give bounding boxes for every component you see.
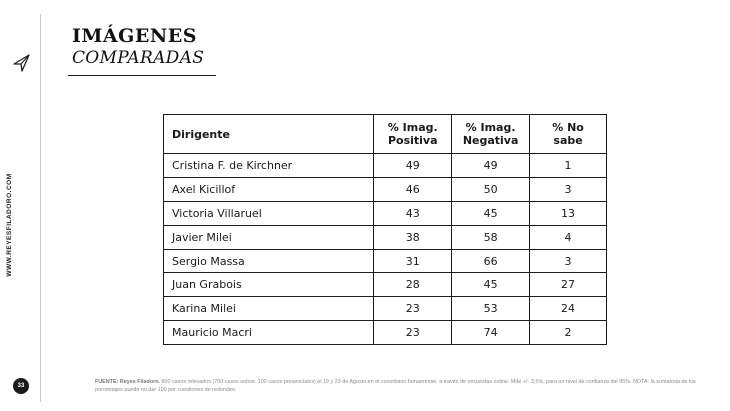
header-positive-line2: Positiva: [387, 134, 438, 147]
source-footnote: [95, 378, 705, 394]
header-unknown-line1: % No: [552, 121, 584, 134]
cell-positive: 46: [374, 177, 452, 201]
cell-unknown: 24: [530, 297, 607, 321]
table-row: [164, 273, 607, 297]
cell-negative: 49: [452, 154, 530, 178]
cell-unknown: 2: [530, 321, 607, 345]
table-header-row: [164, 115, 607, 154]
header-positive-line1: % Imag.: [387, 121, 438, 134]
table-row: [164, 297, 607, 321]
paper-plane-logo-icon: [10, 52, 32, 74]
table-row: [164, 154, 607, 178]
cell-name: Victoria Villaruel: [164, 201, 374, 225]
source-text: 800 casos relevados (700 casos online. 100 casos presenciales) el 19 y 23 de Agosto en el conurbano bonaerense, a través de encuestas online. Mde +/- 3,5%, para un nivel de confianza del 95%. NOTA: la sumatoria de los porcentajes puede no dar 100 por cuestiones de redondeo.: [95, 379, 696, 393]
cell-name: Javier Milei: [164, 225, 374, 249]
cell-negative: 45: [452, 201, 530, 225]
cell-negative: 74: [452, 321, 530, 345]
header-unknown-line2: sabe: [553, 134, 583, 147]
image-comparison-table: [163, 114, 607, 345]
cell-unknown: 27: [530, 273, 607, 297]
cell-positive: 43: [374, 201, 452, 225]
table-row: [164, 225, 607, 249]
cell-unknown: 1: [530, 154, 607, 178]
website-url: WWW.REYESFILADORO.COM: [6, 173, 13, 277]
header-negative-line2: Negativa: [462, 134, 519, 147]
cell-name: Mauricio Macri: [164, 321, 374, 345]
page-number-badge: 33: [13, 378, 29, 394]
table-row: [164, 177, 607, 201]
source-label: FUENTE: Reyes Filadoro.: [95, 379, 160, 385]
cell-positive: 28: [374, 273, 452, 297]
header-unknown: [530, 115, 607, 154]
header-negative: [452, 115, 530, 154]
page-subtitle: COMPARADAS: [72, 48, 205, 68]
header-positive: [374, 115, 452, 154]
cell-unknown: 3: [530, 249, 607, 273]
cell-negative: 45: [452, 273, 530, 297]
cell-name: Juan Grabois: [164, 273, 374, 297]
sidebar-divider: [40, 14, 41, 402]
cell-name: Karina Milei: [164, 297, 374, 321]
cell-name: Axel Kicillof: [164, 177, 374, 201]
cell-negative: 66: [452, 249, 530, 273]
cell-name: Cristina F. de Kirchner: [164, 154, 374, 178]
cell-negative: 50: [452, 177, 530, 201]
cell-unknown: 3: [530, 177, 607, 201]
table-row: [164, 321, 607, 345]
cell-positive: 38: [374, 225, 452, 249]
cell-negative: 53: [452, 297, 530, 321]
cell-positive: 31: [374, 249, 452, 273]
page-title: IMÁGENES: [72, 25, 197, 47]
cell-negative: 58: [452, 225, 530, 249]
header-dirigente: Dirigente: [164, 115, 374, 154]
table-row: [164, 201, 607, 225]
cell-unknown: 4: [530, 225, 607, 249]
cell-positive: 23: [374, 321, 452, 345]
cell-unknown: 13: [530, 201, 607, 225]
header-negative-line1: % Imag.: [465, 121, 516, 134]
title-underline: [68, 75, 216, 76]
cell-positive: 49: [374, 154, 452, 178]
cell-positive: 23: [374, 297, 452, 321]
table-row: [164, 249, 607, 273]
cell-name: Sergio Massa: [164, 249, 374, 273]
